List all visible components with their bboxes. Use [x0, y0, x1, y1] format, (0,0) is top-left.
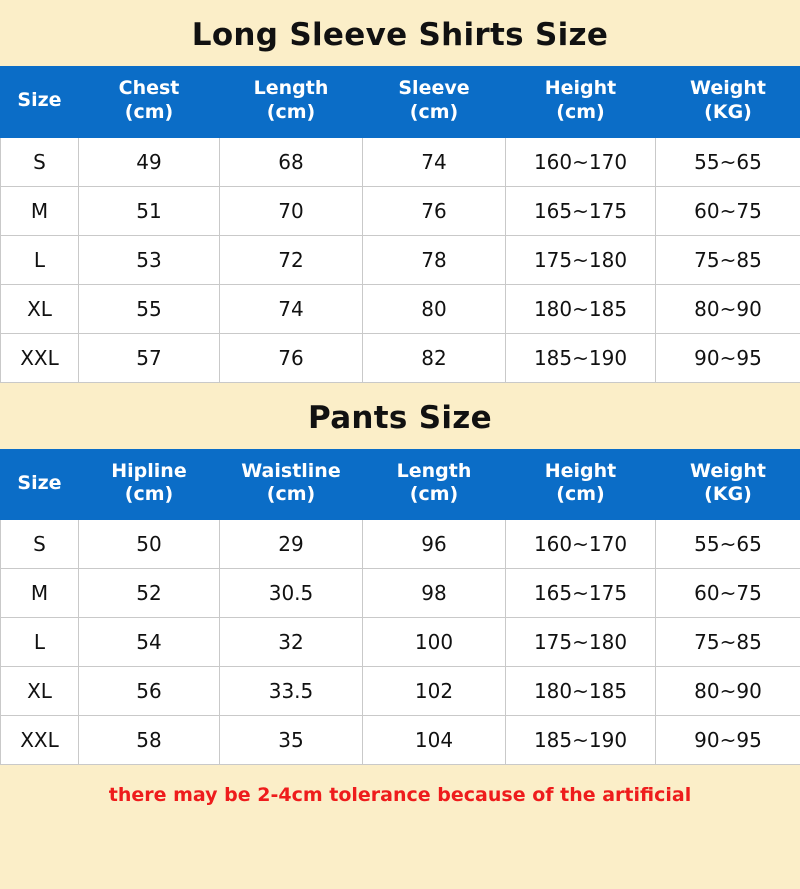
table-row [1, 235, 800, 284]
cell-length: 68 [220, 137, 363, 186]
column-header-height: Height (cm) [506, 449, 656, 520]
column-header-weight: Weight (KG) [656, 67, 800, 138]
cell-length: 72 [220, 235, 363, 284]
cell-size: L [1, 618, 79, 667]
cell-sleeve: 76 [363, 186, 506, 235]
cell-weight: 60~75 [656, 569, 800, 618]
cell-length: 76 [220, 333, 363, 382]
cell-chest: 51 [79, 186, 220, 235]
table-header-row [1, 449, 800, 520]
cell-waistline: 32 [220, 618, 363, 667]
cell-height: 175~180 [506, 618, 656, 667]
cell-length: 102 [363, 667, 506, 716]
cell-weight: 75~85 [656, 235, 800, 284]
pants-size-table [0, 449, 800, 766]
cell-height: 180~185 [506, 667, 656, 716]
cell-hipline: 58 [79, 716, 220, 765]
cell-weight: 80~90 [656, 667, 800, 716]
table-row [1, 333, 800, 382]
table-header-row [1, 67, 800, 138]
cell-length: 98 [363, 569, 506, 618]
column-header-size: Size [1, 449, 79, 520]
cell-size: XXL [1, 716, 79, 765]
cell-weight: 75~85 [656, 618, 800, 667]
cell-hipline: 54 [79, 618, 220, 667]
cell-hipline: 50 [79, 520, 220, 569]
cell-height: 185~190 [506, 333, 656, 382]
cell-size: XL [1, 284, 79, 333]
tolerance-note: there may be 2-4cm tolerance because of the artificial [108, 784, 692, 807]
cell-waistline: 35 [220, 716, 363, 765]
cell-hipline: 56 [79, 667, 220, 716]
table-row [1, 716, 800, 765]
column-header-waistline: Waistline (cm) [220, 449, 363, 520]
cell-size: XL [1, 667, 79, 716]
cell-sleeve: 78 [363, 235, 506, 284]
column-header-hipline: Hipline (cm) [79, 449, 220, 520]
column-header-sleeve: Sleeve (cm) [363, 67, 506, 138]
column-header-length: Length (cm) [363, 449, 506, 520]
cell-size: L [1, 235, 79, 284]
cell-size: M [1, 186, 79, 235]
cell-chest: 55 [79, 284, 220, 333]
column-header-chest: Chest (cm) [79, 67, 220, 138]
cell-chest: 53 [79, 235, 220, 284]
pants-title: Pants Size [308, 399, 492, 436]
cell-chest: 57 [79, 333, 220, 382]
table-row [1, 667, 800, 716]
cell-length: 74 [220, 284, 363, 333]
cell-height: 175~180 [506, 235, 656, 284]
cell-length: 70 [220, 186, 363, 235]
column-header-length: Length (cm) [220, 67, 363, 138]
table-row [1, 520, 800, 569]
cell-height: 180~185 [506, 284, 656, 333]
cell-height: 165~175 [506, 186, 656, 235]
cell-length: 104 [363, 716, 506, 765]
cell-size: M [1, 569, 79, 618]
cell-sleeve: 74 [363, 137, 506, 186]
cell-waistline: 30.5 [220, 569, 363, 618]
cell-hipline: 52 [79, 569, 220, 618]
cell-sleeve: 82 [363, 333, 506, 382]
cell-weight: 55~65 [656, 520, 800, 569]
cell-weight: 55~65 [656, 137, 800, 186]
table-row [1, 284, 800, 333]
table-row [1, 137, 800, 186]
cell-height: 185~190 [506, 716, 656, 765]
cell-chest: 49 [79, 137, 220, 186]
cell-length: 100 [363, 618, 506, 667]
cell-weight: 90~95 [656, 333, 800, 382]
cell-sleeve: 80 [363, 284, 506, 333]
cell-height: 160~170 [506, 520, 656, 569]
cell-size: S [1, 137, 79, 186]
cell-size: XXL [1, 333, 79, 382]
cell-waistline: 29 [220, 520, 363, 569]
cell-weight: 60~75 [656, 186, 800, 235]
cell-length: 96 [363, 520, 506, 569]
cell-height: 160~170 [506, 137, 656, 186]
column-header-weight: Weight (KG) [656, 449, 800, 520]
cell-size: S [1, 520, 79, 569]
table-row [1, 186, 800, 235]
cell-height: 165~175 [506, 569, 656, 618]
column-header-height: Height (cm) [506, 67, 656, 138]
shirts-title: Long Sleeve Shirts Size [191, 17, 609, 53]
cell-weight: 90~95 [656, 716, 800, 765]
shirts-size-table [0, 66, 800, 383]
cell-weight: 80~90 [656, 284, 800, 333]
column-header-size: Size [1, 67, 79, 138]
table-row [1, 569, 800, 618]
table-row [1, 618, 800, 667]
cell-waistline: 33.5 [220, 667, 363, 716]
